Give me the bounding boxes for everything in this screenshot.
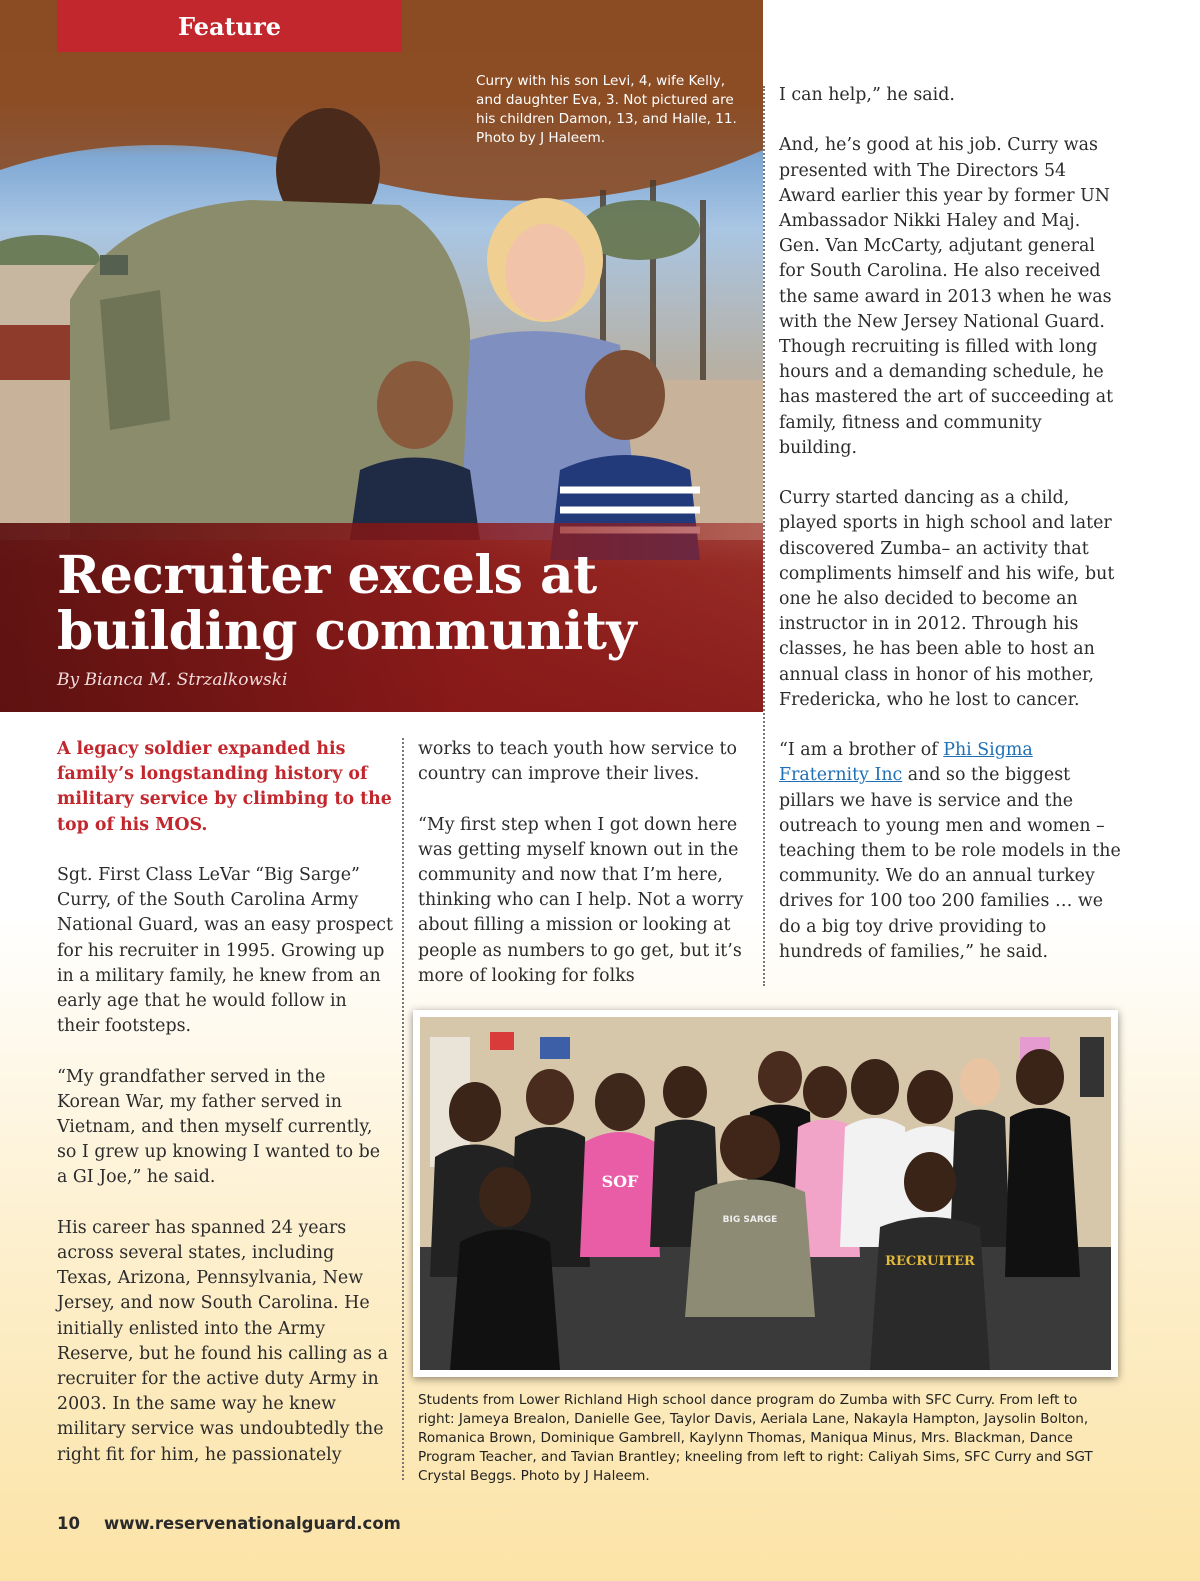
body-paragraph: Sgt. First Class LeVar “Big Sarge” Curry, of the South Carolina Army National Guard, was an easy prospect for his recruiter in 1995. Growing up in a military family, he knew from an early age that he would follow in their footsteps. bbox=[57, 865, 393, 1037]
section-label: Feature bbox=[57, 0, 402, 52]
body-paragraph: “My first step when I got down here was getting myself known out in the community and now that I’m here, thinking who can I help. Not a worry about filling a mission or looking at people as numbers to go get, but it’s more of looking for folks bbox=[418, 814, 744, 986]
body-paragraph: “My grandfather served in the Korean War, my father served in Vietnam, and then myself currently, so I grew up knowing I wanted to be a GI Joe,” he said. bbox=[57, 1066, 381, 1188]
fraternity-link[interactable]: Phi Sigma Fraternity Inc bbox=[779, 740, 1033, 786]
quote-text-end: and so the biggest pillars we have is service and the outreach to young men and women – teaching them to be role models in the community. We do an annual turkey drives for 100 too 200 families … we do a big toy drive providing to hundreds of families,” he said. bbox=[779, 765, 1121, 962]
group-photo-frame bbox=[413, 1010, 1118, 1377]
column-3 bbox=[779, 83, 1124, 965]
body-paragraph: works to teach youth how service to country can improve their lives. bbox=[418, 739, 737, 785]
body-paragraph: His career has spanned 24 years across several states, including Texas, Arizona, Pennsylvania, New Jersey, and now South Carolina. He initially enlisted into the Army Reserve, but he found his calling as a recruiter for the active duty Army in 2003. In the same way he knew military service was undoubtedly the right fit for him, he passionately bbox=[57, 1217, 388, 1465]
page-number: 10 bbox=[57, 1514, 80, 1533]
column-divider bbox=[402, 738, 404, 1480]
group-photo-caption: Students from Lower Richland High school dance program do Zumba with SFC Curry. From left to right: Jameya Brealon, Danielle Gee, Taylor Davis, Aeriala Lane, Nakayla Hampton, Jaysolin Bolton, Romanica Brown, Dominique Gambrell, Kaylynn Thomas, Maniqua Minus, Mrs. Blackman, Dance Program Teacher, and Tavian Brantley; kneeling from left to right: Caliyah Sims, SFC Curry and SGT Crystal Beggs. Photo by J Haleem. bbox=[418, 1392, 1093, 1484]
quote-text-start: “I am a brother of bbox=[779, 740, 944, 761]
article-headline: Recruiter excels at building community bbox=[57, 545, 637, 662]
body-paragraph: I can help,” he said. bbox=[779, 85, 955, 105]
group-photo-illustration bbox=[420, 1017, 1111, 1370]
website-url[interactable]: www.reservenationalguard.com bbox=[103, 1514, 401, 1533]
shirt-text-recruiter: RECRUITER bbox=[885, 1254, 975, 1269]
page-footer bbox=[57, 1514, 401, 1533]
shirt-text-big-sarge: BIG SARGE bbox=[722, 1215, 778, 1225]
column-2 bbox=[418, 737, 758, 989]
column-1 bbox=[57, 737, 393, 1468]
article-byline: By Bianca M. Strzalkowski bbox=[57, 670, 288, 690]
body-paragraph: Curry started dancing as a child, played sports in high school and later discovered Zumba– an activity that compliments himself and his wife, but one he also decided to become an instructor in in 2012. Through his classes, he has been able to host an annual class in honor of his mother, Fredericka, who he lost to cancer. bbox=[779, 488, 1115, 710]
column-divider bbox=[763, 86, 765, 986]
shirt-text-sof: SOF bbox=[601, 1172, 639, 1191]
body-paragraph: And, he’s good at his job. Curry was presented with The Directors 54 Award earlier this year by former UN Ambassador Nikki Haley and Maj. Gen. Van McCarty, adjutant general for South Carolina. He also received the same award in 2013 when he was with the New Jersey National Guard. Though recruiting is filled with long hours and a demanding schedule, he has mastered the art of succeeding at family, fitness and community building. bbox=[779, 135, 1114, 458]
group-photo bbox=[420, 1017, 1111, 1370]
hero-photo-caption: Curry with his son Levi, 4, wife Kelly, and daughter Eva, 3. Not pictured are his children Damon, 13, and Halle, 11. Photo by J Haleem. bbox=[476, 73, 737, 146]
quote-paragraph bbox=[779, 738, 1124, 965]
article-lede: A legacy soldier expanded his family’s longstanding history of military service by climbing to the top of his MOS. bbox=[57, 739, 392, 835]
